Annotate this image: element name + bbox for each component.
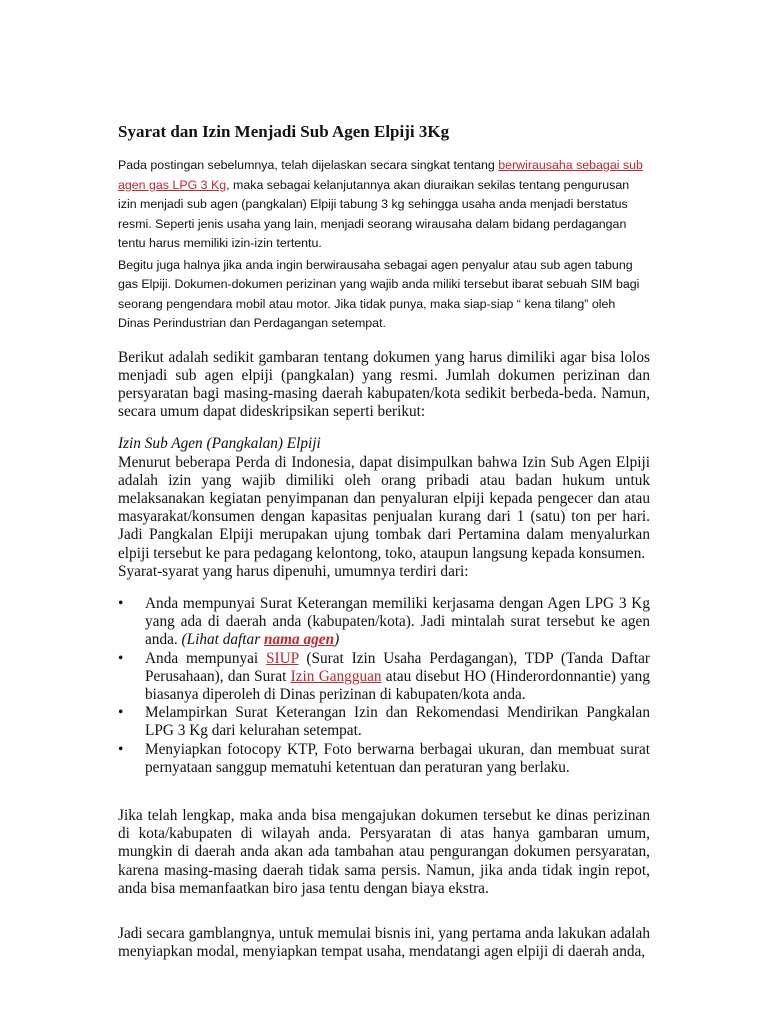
text: atau disebut HO (Hinderordonnantie) yang biasanya diperoleh di Dinas perizinan di kabupaten/kota anda. <box>145 667 650 703</box>
bullet-icon: • <box>118 740 124 758</box>
list-item <box>118 741 650 777</box>
paragraph-4: Menurut beberapa Perda di Indonesia, dapat disimpulkan bahwa Izin Sub Agen Elpiji adalah izin yang wajib dimiliki oleh orang pribadi atau badan hukum untuk melaksanakan kegiatan penyimpanan dan penyaluran elpiji kepada pengecer dan atau masyarakat/konsumen dengan kapasitas penjualan kurang dari 1 (satu) ton per hari. Jadi Pangkalan Elpiji merupakan ujung tombak dari Pertamina dalam menyalurkan elpiji tersebut ke para pedagang kelontong, toko, ataupun langsung kepada konsumen. <box>118 453 650 562</box>
text: Melampirkan Surat Keterangan Izin dan Rekomendasi Mendirikan Pangkalan LPG 3 Kg dari kelurahan setempat. <box>145 704 650 740</box>
subheading: Izin Sub Agen (Pangkalan) Elpiji <box>118 435 321 453</box>
text: Anda mempunyai <box>145 649 266 667</box>
paragraph-3: Berikut adalah sedikit gambaran tentang dokumen yang harus dimiliki agar bisa lolos menjadi sub agen elpiji (pangkalan) yang resmi. Jumlah dokumen perizinan dan persyaratan bagi masing-masing daerah kabupaten/kota sedikit berbeda-beda. Namun, secara umum dapat dideskripsikan seperti berikut: <box>118 348 650 421</box>
link-siup[interactable]: SIUP <box>266 649 299 667</box>
intro-paragraph <box>118 156 650 254</box>
requirements-list <box>118 595 650 777</box>
paragraph-2: Begitu juga halnya jika anda ingin berwirausaha sebagai agen penyalur atau sub agen tabung gas Elpiji. Dokumen-dokumen perizinan yang wajib anda miliki tersebut ibarat sebuah SIM bagi seorang pengendara mobil atau motor. Jika tidak punya, maka siap-siap “ kena tilang” oleh Dinas Perindustrian dan Perdagangan setempat. <box>118 257 640 330</box>
paragraph-5: Syarat-syarat yang harus dipenuhi, umumnya terdiri dari: <box>118 562 469 580</box>
link-berwirausaha[interactable]: berwirausaha sebagai sub agen gas LPG 3 Kg <box>118 158 643 192</box>
link-izin-gangguan[interactable]: Izin Gangguan <box>290 667 382 685</box>
text: (Lihat daftar <box>181 631 264 649</box>
bullet-icon: • <box>118 594 124 612</box>
text: (Surat Izin Usaha Perdagangan), TDP (Tanda Daftar Perusahaan), dan Surat <box>145 649 650 685</box>
text: ) <box>334 631 340 649</box>
text: , maka sebagai kelanjutannya akan diuraikan sekilas tentang pengurusan izin menjadi sub agen (pangkalan) Elpiji tabung 3 kg sehingga usaha anda menjadi berstatus resmi. Seperti jenis usaha yang lain, menjadi seorang wirausaha dalam bidang perdagangan tentu harus memiliki izin-izin tertentu. <box>118 177 630 250</box>
text: Pada postingan sebelumnya, telah dijelaskan secara singkat tentang <box>118 158 499 172</box>
document-body <box>118 122 650 961</box>
text: Menyiapkan fotocopy KTP, Foto berwarna berbagai ukuran, dan membuat surat pernyataan sanggup mematuhi ketentuan dan peraturan yang berlaku. <box>145 740 650 776</box>
list-item <box>118 595 650 650</box>
paragraph-7: Jadi secara gamblangnya, untuk memulai bisnis ini, yang pertama anda lakukan adalah menyiapkan modal, menyiapkan tempat usaha, mendatangi agen elpiji di daerah anda, <box>118 924 650 961</box>
document-title: Syarat dan Izin Menjadi Sub Agen Elpiji 3Kg <box>118 122 450 141</box>
bullet-icon: • <box>118 649 124 667</box>
list-item <box>118 704 650 740</box>
list-item <box>118 650 650 705</box>
link-nama-agen[interactable]: nama agen <box>263 631 335 649</box>
text: Anda mempunyai Surat Keterangan memiliki kerjasama dengan Agen LPG 3 Kg yang ada di daerah anda (kabupaten/kota). Jadi mintalah surat tersebut ke agen anda. <box>145 594 650 649</box>
bullet-icon: • <box>118 704 124 722</box>
paragraph-6: Jika telah lengkap, maka anda bisa mengajukan dokumen tersebut ke dinas perizinan di kota/kabupaten di wilayah anda. Persyaratan di atas hanya gambaran umum, mungkin di daerah anda akan ada tambahan atau pengurangan dokumen persyaratan, karena masing-masing daerah tidak sama persis. Namun, jika anda tidak ingin repot, anda bisa memanfaatkan biro jasa tentu dengan biaya ekstra. <box>118 806 650 897</box>
